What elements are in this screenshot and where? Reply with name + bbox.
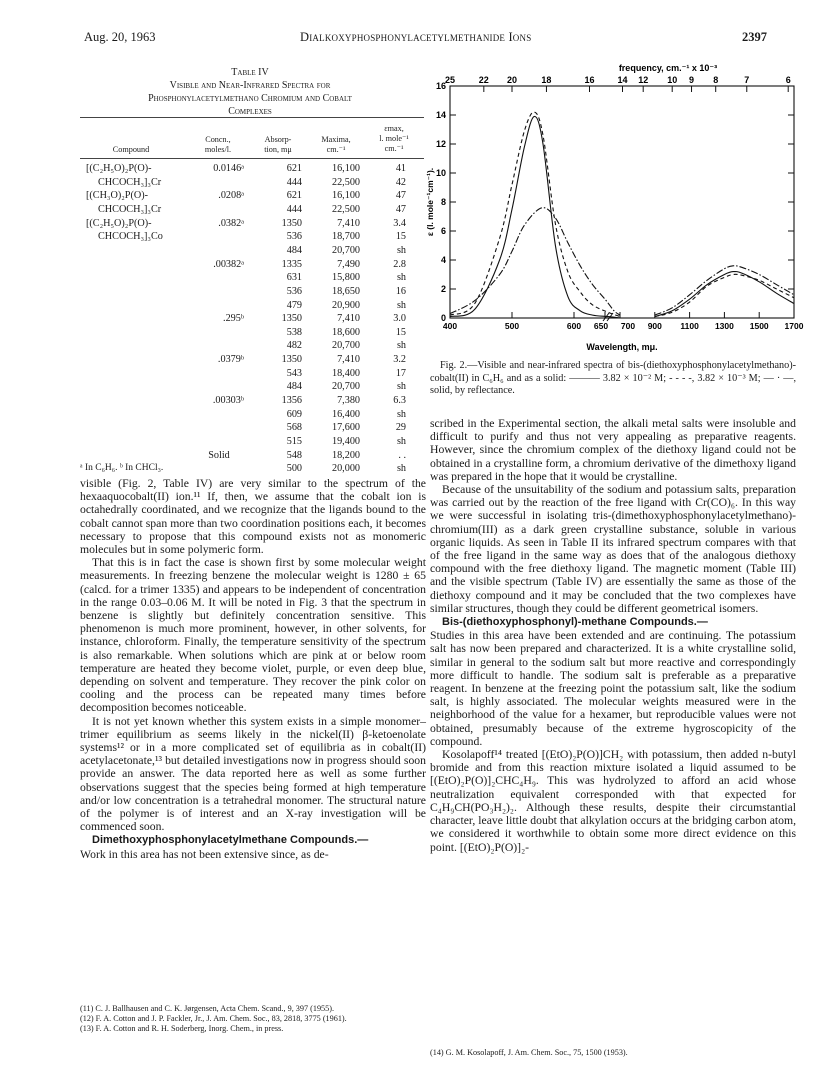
table-cell-compound: CHCOCH₃]₃Cr <box>98 203 162 215</box>
paragraph: Kosolapoff¹⁴ treated [(EtO)₂P(O)]CH₂ with potassium, then added n-butyl bromide and from this reaction mixture isolated a liquid assumed to be [(EtO)₂P(O)]₂CHC₄H₉. This was hydrolyzed to afford an acid whose neutralization equivalent corresponded with that expected for C₄H₉CH(PO₃H₂)₂. Although these results, despite their circumstantial character, leave little doubt that alkylation occurs at the bridging carbon atom, we considered it worthwhile to obtain some more direct evidence on this point. [(EtO)₂P(O)]₂- <box>430 748 796 854</box>
table-cell-maxima: 18,400 <box>331 367 360 379</box>
table-row <box>80 203 424 217</box>
th-emax-line: cm.⁻¹ <box>384 144 404 153</box>
figure-caption-text: Fig. 2.—Visible and near-infrared spectra of bis-(diethoxyphosphonylacetylmethano)-cobalt(II) in C₆H₆ and as a solid: ——— 3.82 × 10⁻² M; - - - -, 3.82 × 10⁻³ M; — · —, solid, by reflectance. <box>430 360 796 397</box>
table-cell-maxima: 16,100 <box>331 163 360 174</box>
table-footnote: ᵃ In C₆H₆. ᵇ In CHCl₃. <box>80 463 164 473</box>
series-group <box>450 112 794 318</box>
table-row <box>80 408 424 422</box>
top-tick-label: 20 <box>506 75 518 85</box>
paragraph: scribed in the Experimental section, the alkali metal salts were insoluble and difficult to purify and thus not very appealing as preparative reagents. However, since the chromium complex of the diethoxy ligand could not be obtained in a crystalline form, a chromium derivative of the dimethoxy ligand was prepared in the hope that it would be crystalline. <box>430 417 796 483</box>
table-cell-absorp: 1356 <box>281 395 302 407</box>
table-cell-concn: Solid <box>208 449 230 461</box>
table-row <box>80 380 424 394</box>
page-number: 2397 <box>742 30 767 44</box>
top-tick-label: 8 <box>713 75 719 85</box>
paragraph: That this is in fact the case is shown first by some molecular weight measurements. In freezing benzene the molecular weight is 1280 ± 65 (calcd. for a trimer 1335) and appears to be independent of concentration in the range 0.03–0.06 M. It will be noted in Fig. 3 that the spectrum in benzene is slightly but definitely concentration sensitive. This phenomenon is much more prominent, however, in other solvents, for instance, chloroform. Finally, the temperature sensitivity of the spectrum is also remarkable. When solutions which are pink at or below room temperature are heated they become violet, purple, or even deep blue, depending on solvent and temperature. They recover the pink color on cooling and the process can be repeated many times before decomposition becomes noticeable. <box>80 556 426 715</box>
table-cell-compound: [(C₂H₅O)₂P(O)- <box>86 163 152 174</box>
table-cell-maxima: 18,200 <box>331 449 360 461</box>
table-cell-absorp: 1350 <box>281 217 302 229</box>
table-cell-absorp: 609 <box>286 408 302 420</box>
table-cell-absorp: 444 <box>286 203 302 215</box>
section-heading: Bis-(diethoxyphosphonyl)-methane Compounds.— <box>442 616 708 629</box>
th-emax-line: εmax, <box>384 124 404 133</box>
table-cell-emax: 3.0 <box>393 313 406 325</box>
table-cell-emax: 15 <box>395 231 406 243</box>
table-cell-emax: 42 <box>395 176 406 188</box>
header-date: Aug. 20, 1963 <box>84 30 156 44</box>
y-tick-label: 2 <box>440 284 446 294</box>
table-cell-emax: 6.3 <box>393 395 406 407</box>
table-cell-maxima: 18,700 <box>331 231 360 243</box>
th-maxima-line: cm.⁻¹ <box>326 145 346 154</box>
table-cell-maxima: 7,380 <box>337 395 360 407</box>
y-tick-label: 12 <box>435 139 446 149</box>
table-cell-absorp: 515 <box>286 436 302 447</box>
table-cell-emax: sh <box>396 299 406 311</box>
table-row <box>80 189 424 203</box>
top-tick-label: 18 <box>541 75 552 85</box>
table-cell-absorp: 500 <box>286 463 302 475</box>
table-cell-absorp: 543 <box>286 367 302 379</box>
table-cell-absorp: 621 <box>286 190 302 202</box>
table-cell-emax: sh <box>396 244 406 256</box>
table-cell-compound: [(CH₃O)₂P(O)- <box>86 190 148 202</box>
table-cell-maxima: 7,490 <box>337 258 360 270</box>
table-row <box>80 435 424 449</box>
top-ticks <box>445 75 791 92</box>
table-cell-emax: sh <box>396 463 406 475</box>
table-title-block <box>80 66 420 118</box>
x-tick-label: 600 <box>566 321 582 331</box>
table-cell-maxima: 7,410 <box>337 313 360 325</box>
table-cell-emax: sh <box>396 408 406 420</box>
x-tick-label: 1300 <box>714 321 734 331</box>
table-cell-absorp: 484 <box>286 244 302 256</box>
y-tick-label: 4 <box>440 255 446 265</box>
table-cell-compound: CHCOCH₃]₃Co <box>98 231 163 243</box>
table-cell-absorp: 548 <box>286 449 302 461</box>
table-cell-emax: 47 <box>395 190 406 202</box>
series-line-4 <box>655 274 794 316</box>
table-caption-line: Visible and Near-Infrared Spectra for <box>169 80 331 91</box>
th-emax-line: l. mole⁻¹ <box>379 134 409 143</box>
table-row <box>80 421 424 435</box>
series-line-2 <box>450 208 620 315</box>
header-title: Dialkoxyphosphonylacetylmethanide Ions <box>300 30 532 44</box>
table-cell-concn: .0382ᵃ <box>218 217 244 229</box>
table-row <box>80 339 424 353</box>
top-tick-label: 6 <box>785 75 791 85</box>
table-cell-maxima: 20,700 <box>331 340 360 352</box>
table-row <box>80 271 424 285</box>
th-concn-line: moles/l. <box>204 145 232 154</box>
table-cell-maxima: 15,800 <box>331 272 360 284</box>
table-row <box>80 176 424 190</box>
table-cell-emax: sh <box>396 436 406 447</box>
table-cell-absorp: 479 <box>286 299 302 311</box>
table-cell-emax: 3.4 <box>393 217 406 229</box>
table-cell-absorp: 536 <box>286 231 302 243</box>
table-top-rule <box>80 117 424 118</box>
table-row <box>80 394 424 408</box>
table-cell-emax: 16 <box>395 285 406 297</box>
table-cell-concn: .00382ᵃ <box>213 258 244 270</box>
plot-frame <box>450 86 794 318</box>
paragraph: It is not yet known whether this system exists in a simple monomer–trimer equilibrium as seems likely in the nickel(II) β-ketoenolate systems¹² or in a more complicated set of equilibria as in cobalt(II) acetylacetonate,¹³ but detailed investigations now in progress should soon provide an answer. The data reported here as well as some further observations suggest that the species being formed at high temperature and/or low concentration is a tetrahedral monomer. The structural nature of the polymer is of interest and an X-ray investigation will be commenced soon. <box>80 714 426 834</box>
th-maxima-line: Maxima, <box>321 135 351 144</box>
y-ticks <box>436 81 794 323</box>
y-axis-label: ε (l. mole⁻¹cm⁻¹). <box>425 167 435 237</box>
footnote: (12) F. A. Cotton and J. P. Fackler, Jr., J. Am. Chem. Soc., 83, 2818, 3775 (1961). <box>80 1014 347 1024</box>
table-cell-emax: 17 <box>395 367 406 379</box>
x-axis-label: Wavelength, mμ. <box>586 342 658 352</box>
y-tick-label: 8 <box>440 197 446 207</box>
table-cell-absorp: 1335 <box>281 258 302 270</box>
th-absorp <box>253 135 303 155</box>
y-tick-label: 14 <box>435 110 446 120</box>
left-footnotes <box>80 1004 426 1035</box>
right-column <box>430 417 796 854</box>
paragraph: Because of the unsuitability of the sodium and potassium salts, preparation was carried out by the reaction of the free ligand with Cr(CO)₆. In this way we were successful in isolating tris-(dimethoxyphosphonylacetylmethano)-chromium(III) as a dark green crystalline substance, soluble in various organic liquids. As seen in Table II its infrared spectrum compares with that of the free ligand in the same way as does that of the analogous diethoxy compound with the free diethoxy ligand. The magnetic moment (Table III) and the visible spectrum (Table IV) are essentially the same as those of the diethoxy compound and it may be concluded that the two complexes have similar structures, though they could be different geometrical isomers. <box>430 483 796 615</box>
top-axis-label: frequency, cm.⁻¹ x 10⁻³ <box>618 63 718 73</box>
table-body <box>80 158 424 483</box>
table-cell-emax: 47 <box>395 203 406 215</box>
table-cell-absorp: 1350 <box>281 313 302 325</box>
table-cell-emax: sh <box>396 381 406 393</box>
th-emax <box>364 124 424 154</box>
x-tick-label: 1500 <box>749 321 769 331</box>
table-cell-absorp: 444 <box>286 176 302 188</box>
paragraph: Studies in this area have been extended and are continuing. The potassium salt has now been prepared and characterized. It is a white crystalline solid, similar in general to the sodium salt but more reactive and correspondingly more difficult to handle. The sodium salt is preferable as a preparative reagent. In benzene at the freezing point the potassium salt, like the sodium salt, is highly associated. The molecular weights measured were in the neighborhood of the value for a hexamer, but reproducible values were not obtained, presumably because of the extreme hygroscopicity of the compound. <box>430 629 796 748</box>
figure-caption <box>430 360 796 398</box>
table-cell-emax: 3.2 <box>393 354 406 366</box>
figure-2-chart <box>422 58 812 358</box>
table-cell-maxima: 19,400 <box>331 436 360 447</box>
table-cell-absorp: 482 <box>286 340 302 352</box>
table-cell-maxima: 16,100 <box>331 190 360 202</box>
top-tick-label: 25 <box>444 75 456 85</box>
table-cell-emax: 15 <box>395 326 406 338</box>
table-cell-absorp: 484 <box>286 381 302 393</box>
top-tick-label: 22 <box>478 75 489 85</box>
table-row <box>80 449 424 463</box>
table-cell-maxima: 20,000 <box>331 463 360 475</box>
th-absorp-line: tion, mμ <box>264 145 292 154</box>
table-cell-concn: .0379ᵇ <box>217 354 244 366</box>
table-row <box>80 367 424 381</box>
table-cell-maxima: 20,700 <box>331 244 360 256</box>
table-cell-maxima: 7,410 <box>337 354 360 366</box>
y-tick-label: 16 <box>435 81 446 91</box>
table-cell-emax: . . <box>398 449 406 461</box>
x-tick-label: 1700 <box>784 321 804 331</box>
table-row <box>80 285 424 299</box>
table-cell-absorp: 1350 <box>281 354 302 366</box>
table-cell-maxima: 18,600 <box>331 326 360 338</box>
table-cell-maxima: 20,900 <box>331 299 360 311</box>
table-cell-maxima: 7,410 <box>337 217 360 229</box>
table-cell-emax: sh <box>396 340 406 352</box>
footnote: (14) G. M. Kosolapoff, J. Am. Chem. Soc., 75, 1500 (1953). <box>430 1048 628 1057</box>
top-tick-label: 7 <box>744 75 750 85</box>
table-row <box>80 162 424 176</box>
table-row <box>80 244 424 258</box>
top-tick-label: 10 <box>667 75 678 85</box>
x-tick-label: 1100 <box>680 321 699 331</box>
y-tick-label: 6 <box>440 226 446 236</box>
table-cell-emax: sh <box>396 272 406 284</box>
table-row <box>80 217 424 231</box>
table-cell-absorp: 538 <box>286 326 302 338</box>
x-tick-label: 700 <box>620 321 636 331</box>
table-cell-concn: .00303ᵇ <box>212 395 244 407</box>
footnote: (13) F. A. Cotton and R. H. Soderberg, Inorg. Chem., in press. <box>80 1024 284 1034</box>
table-cell-compound: [(C₂H₅O)₂P(O)- <box>86 217 152 229</box>
top-tick-label: 16 <box>584 75 595 85</box>
section-heading: Dimethoxyphosphonylacetylmethane Compounds.— <box>92 834 369 847</box>
table-cell-emax: 41 <box>395 163 406 174</box>
y-tick-label: 10 <box>435 168 446 178</box>
table-row <box>80 258 424 272</box>
table-cell-maxima: 22,500 <box>331 203 360 215</box>
table-cell-absorp: 631 <box>286 272 302 284</box>
table-cell-maxima: 16,400 <box>331 408 360 420</box>
paragraph: Work in this area has not been extensive since, as de- <box>80 847 329 861</box>
table-cell-emax: 2.8 <box>393 258 406 270</box>
table-cell-maxima: 17,600 <box>331 422 360 434</box>
table-cell-absorp: 621 <box>286 163 302 174</box>
table-cell-absorp: 536 <box>286 285 302 297</box>
th-concn-line: Concn., <box>205 135 231 144</box>
table-cell-absorp: 568 <box>286 422 302 434</box>
right-footnote <box>430 1048 796 1058</box>
table-title: Table IV <box>231 67 269 78</box>
table-cell-maxima: 22,500 <box>331 176 360 188</box>
table-caption-line: Phosphonylacetylmethano Chromium and Cobalt <box>148 93 352 104</box>
table-cell-concn: .295ᵇ <box>223 313 244 325</box>
table-row <box>80 353 424 367</box>
x-tick-label: 650 <box>593 321 609 331</box>
table-cell-emax: 29 <box>395 422 406 434</box>
top-tick-label: 9 <box>689 75 695 85</box>
table-row <box>80 312 424 326</box>
series-line-1 <box>450 112 620 317</box>
th-absorp-line: Absorp- <box>264 135 292 144</box>
table-cell-concn: 0.0146ᵃ <box>213 163 244 174</box>
y-tick-label: 0 <box>440 313 446 323</box>
top-tick-label: 12 <box>638 75 649 85</box>
top-tick-label: 14 <box>617 75 628 85</box>
bottom-ticks <box>440 312 804 331</box>
table-cell-concn: .0208ᵃ <box>218 190 244 202</box>
footnote: (11) C. J. Ballhausen and C. K. Jørgensen, Acta Chem. Scand., 9, 397 (1955). <box>80 1004 335 1013</box>
left-column <box>80 477 426 861</box>
table-cell-maxima: 20,700 <box>331 381 360 393</box>
th-compound: Compound <box>112 145 150 154</box>
x-tick-label: 500 <box>504 321 520 331</box>
x-tick-label: 400 <box>442 321 458 331</box>
x-tick-label: 900 <box>647 321 662 331</box>
paragraph: visible (Fig. 2, Table IV) are very similar to the spectrum of the hexaaquocobalt(II) ion.¹¹ If, then, we assume that the cobalt ion is octahedrally coordinated, and we recognize that the ligands bound to the cobalt cannot span more than two coordination positions each, it becomes necessary to propose that this compound exists not as monomeric molecules but in some polymeric form. <box>80 477 426 557</box>
th-concn <box>190 135 246 155</box>
table-caption-line: Complexes <box>228 106 272 117</box>
th-maxima <box>308 135 364 155</box>
table-cell-compound: CHCOCH₃]₃Cr <box>98 176 162 188</box>
table-row <box>80 299 424 313</box>
table-cell-maxima: 18,650 <box>331 285 360 297</box>
table-row <box>80 230 424 244</box>
series-line-3 <box>655 272 794 317</box>
table-row <box>80 326 424 340</box>
